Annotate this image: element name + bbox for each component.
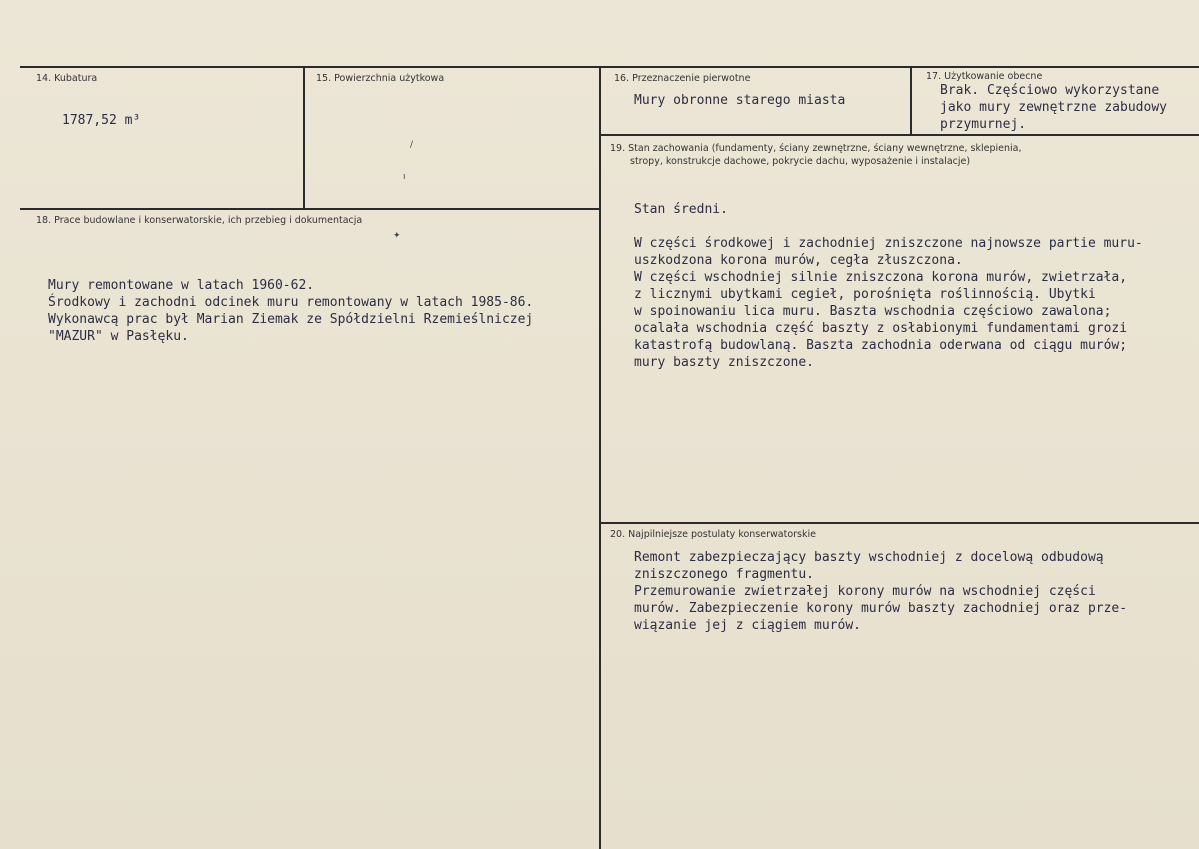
field-19-line: mury baszty zniszczone.	[634, 355, 815, 370]
field-15-label: 15. Powierzchnia użytkowa	[316, 73, 445, 84]
field-20-line: zniszczonego fragmentu.	[634, 567, 815, 582]
field-14-label: 14. Kubatura	[36, 73, 98, 84]
field-17-label: 17. Użytkowanie obecne	[926, 71, 1043, 82]
divider-left-right	[599, 66, 601, 849]
pencil-mark: /	[410, 140, 414, 150]
field-19-line: W części środkowej i zachodniej zniszczone najnowsze partie muru-	[634, 236, 1143, 251]
field-14-value: 1787,52 m³	[62, 113, 141, 128]
field-19-line: ocalała wschodnia część baszty z osłabionymi fundamentami grozi	[634, 321, 1128, 336]
divider-14-15	[303, 66, 305, 209]
field-18-label: 18. Prace budowlane i konserwatorskie, ich przebieg i dokumentacja	[36, 215, 363, 226]
field-18-line: Środkowy i zachodni odcinek muru remontowany w latach 1985-86.	[48, 295, 534, 310]
field-19-line: w spoinowaniu lica muru. Baszta wschodnia częściowo zawalona;	[634, 304, 1112, 319]
field-19-line: W części wschodniej silnie zniszczona korona murów, zwietrzała,	[634, 270, 1128, 285]
field-20-line: murów. Zabezpieczenie korony murów baszty zachodniej oraz prze-	[634, 601, 1128, 616]
field-20-line: Przemurowanie zwietrzałej korony murów na wschodniej części	[634, 584, 1096, 599]
field-20-line: wiązanie jej z ciągiem murów.	[634, 618, 861, 633]
pencil-mark: ı	[403, 172, 406, 182]
ink-mark: ✦	[393, 231, 401, 241]
field-19-heading: Stan średni.	[634, 202, 728, 217]
field-17-line: Brak. Częściowo wykorzystane	[940, 83, 1160, 98]
field-18-line: Mury remontowane w latach 1960-62.	[48, 278, 315, 293]
rule-under-row1-left	[20, 208, 600, 210]
field-16-value: Mury obronne starego miasta	[634, 93, 846, 108]
rule-above-field20	[600, 522, 1199, 524]
field-18-line: Wykonawcą prac był Marian Ziemak ze Spółdzielni Rzemieślniczej	[48, 312, 534, 327]
field-19-line: katastrofą budowlaną. Baszta zachodnia oderwana od ciągu murów;	[634, 338, 1128, 353]
field-16-label: 16. Przeznaczenie pierwotne	[614, 73, 751, 84]
rule-under-row1-right	[600, 134, 1199, 136]
field-17-line: jako mury zewnętrzne zabudowy	[940, 100, 1167, 115]
field-20-label: 20. Najpilniejsze postulaty konserwatorskie	[610, 529, 816, 540]
field-19-label: 19. Stan zachowania (fundamenty, ściany zewnętrzne, ściany wewnętrzne, sklepienia,	[610, 143, 1022, 154]
field-19-label-cont: stropy, konstrukcje dachowe, pokrycie dachu, wyposażenie i instalacje)	[630, 156, 971, 167]
field-19-line: z licznymi ubytkami cegieł, porośnięta roślinnością. Ubytki	[634, 287, 1096, 302]
field-18-line: "MAZUR" w Pasłęku.	[48, 329, 189, 344]
field-20-line: Remont zabezpieczający baszty wschodniej z docelową odbudową	[634, 550, 1104, 565]
divider-16-17	[910, 66, 912, 135]
field-17-line: przymurnej.	[940, 117, 1027, 132]
field-19-line: uszkodzona korona murów, cegła złuszczona.	[634, 253, 963, 268]
top-rule	[20, 66, 1199, 68]
